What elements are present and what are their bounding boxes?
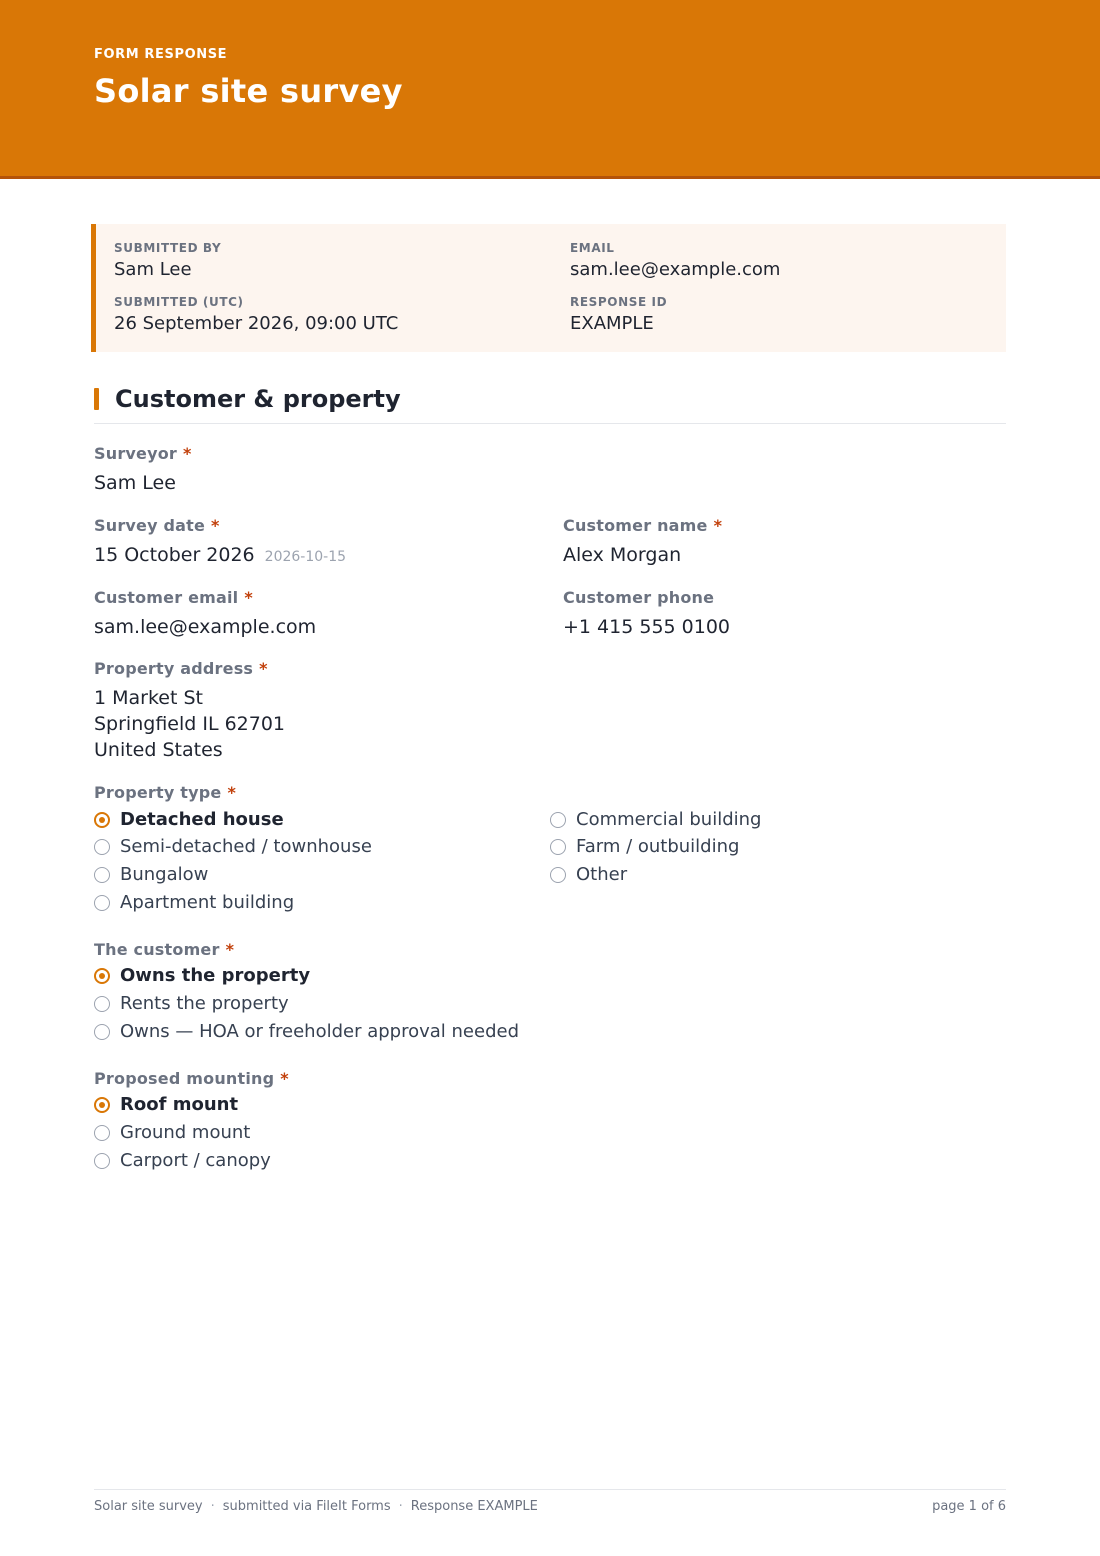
field-the-customer [94,940,234,960]
submitted-by-label: SUBMITTED BY [114,241,222,255]
radio-unselected-icon [550,839,566,855]
survey-date-value: 15 October 2026 [94,544,255,566]
field-customer-phone [563,588,730,640]
radio-selected-icon [94,812,110,828]
radio-option-bungalow[interactable] [94,863,208,887]
page-number: page 1 of 6 [932,1499,1006,1514]
address-line-3: United States [94,739,223,761]
field-customer-email [94,588,316,640]
field-label [94,783,236,803]
section-accent-bar [94,388,99,410]
radio-label: Commercial building [576,809,762,830]
response-id-label: RESPONSE ID [570,295,668,309]
section-customer-property [94,384,1006,424]
field-property-address [94,659,285,763]
radio-option-apartment-building[interactable] [94,891,294,915]
radio-unselected-icon [94,996,110,1012]
radio-label: Owns the property [120,965,311,986]
radio-option-detached-house[interactable] [94,808,284,832]
header-kicker: FORM RESPONSE [94,47,228,62]
field-value: Alex Morgan [563,544,682,566]
submitted-utc-value: 26 September 2026, 09:00 UTC [114,313,399,334]
radio-option-semi-detached[interactable] [94,835,372,859]
page-footer [94,1489,1006,1529]
radio-label: Semi-detached / townhouse [120,836,372,857]
field-label [94,444,192,464]
required-marker: * [183,444,192,463]
field-value [94,542,346,570]
field-label-text: Proposed mounting [94,1069,275,1088]
radio-option-rents-property[interactable] [94,992,289,1016]
radio-label: Roof mount [120,1094,239,1115]
section-title: Customer & property [115,385,401,413]
radio-unselected-icon [94,1024,110,1040]
field-label [94,588,316,608]
radio-option-carport-canopy[interactable] [94,1149,271,1173]
field-label [563,516,722,536]
radio-option-owns-property[interactable] [94,964,310,988]
radio-label: Rents the property [120,993,289,1014]
required-marker: * [225,940,235,959]
field-label-text: Customer email [94,588,239,607]
field-label [94,516,346,536]
submitted-by-value: Sam Lee [114,259,192,280]
radio-selected-icon [94,1097,110,1113]
radio-label: Detached house [120,809,284,830]
radio-option-ground-mount[interactable] [94,1121,250,1145]
field-value: +1 415 555 0100 [563,616,731,638]
field-customer-name [563,516,722,568]
radio-option-roof-mount[interactable] [94,1093,238,1117]
radio-label: Apartment building [120,892,295,913]
address-line-1: 1 Market St [94,687,203,709]
field-label [94,940,234,960]
footer-separator: · [398,1499,403,1514]
footer-submitted-via: submitted via FileIt Forms [222,1499,391,1514]
radio-option-other[interactable] [550,863,627,887]
radio-unselected-icon [94,1125,110,1141]
submitted-by [114,241,221,281]
field-label-text: Property address [94,659,254,678]
field-label [94,1069,289,1089]
radio-unselected-icon [550,867,566,883]
email [570,241,780,281]
footer-separator: · [210,1499,215,1514]
field-label-text: Property type [94,783,222,802]
required-marker: * [244,588,253,607]
radio-option-commercial-building[interactable] [550,808,761,832]
email-label: EMAIL [570,241,615,255]
footer-response: Response EXAMPLE [410,1499,538,1514]
radio-option-farm-outbuilding[interactable] [550,835,739,859]
field-label-text: Survey date [94,516,206,535]
radio-selected-icon [94,968,110,984]
form-title: Solar site survey [94,72,403,110]
radio-label: Bungalow [120,864,209,885]
radio-label: Farm / outbuilding [576,836,740,857]
required-marker: * [227,783,237,802]
field-label-text: Customer phone [563,588,715,607]
required-marker: * [211,516,220,535]
submitted-utc [114,295,398,335]
radio-unselected-icon [94,867,110,883]
address-line-2: Springfield IL 62701 [94,713,286,735]
required-marker: * [259,659,268,678]
response-id-value: EXAMPLE [570,313,654,334]
radio-label: Carport / canopy [120,1150,271,1171]
field-value: Sam Lee [94,472,176,494]
radio-unselected-icon [94,839,110,855]
field-label-text: Customer name [563,516,708,535]
submitted-utc-label: SUBMITTED (UTC) [114,295,244,309]
email-value: sam.lee@example.com [570,259,781,280]
field-surveyor [94,444,192,496]
field-value: sam.lee@example.com [94,616,317,638]
response-id [570,295,667,335]
radio-label: Ground mount [120,1122,251,1143]
field-property-type [94,783,236,803]
footer-info [94,1499,538,1514]
field-label-text: The customer [94,940,220,959]
radio-unselected-icon [550,812,566,828]
field-label-text: Surveyor [94,444,177,463]
radio-option-owns-hoa-approval[interactable] [94,1020,519,1044]
field-label [563,588,730,608]
field-survey-date [94,516,346,570]
radio-label: Other [576,864,628,885]
form-header [0,0,1100,179]
radio-unselected-icon [94,1153,110,1169]
field-proposed-mounting [94,1069,289,1089]
radio-label: Owns — HOA or freeholder approval needed [120,1021,519,1042]
field-label [94,659,285,679]
required-marker: * [280,1069,289,1088]
radio-unselected-icon [94,895,110,911]
survey-date-iso: 2026-10-15 [264,549,347,565]
footer-form-name: Solar site survey [94,1499,203,1514]
submission-meta-card [91,224,1006,352]
required-marker: * [713,516,723,535]
